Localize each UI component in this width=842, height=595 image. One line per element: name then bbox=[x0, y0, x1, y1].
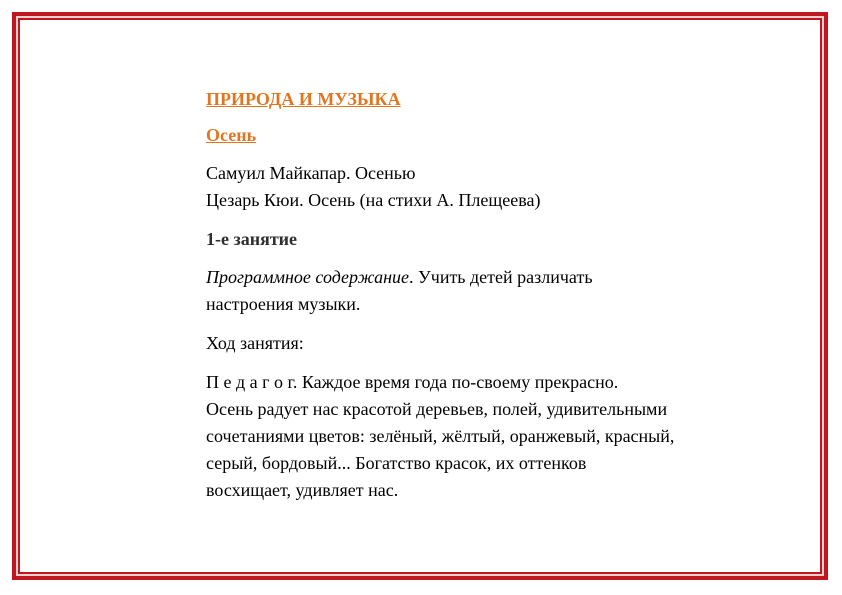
works-list bbox=[206, 160, 766, 214]
lesson-heading: 1-е занятие bbox=[206, 229, 298, 249]
program-text: . Учить детей различать bbox=[409, 267, 593, 287]
document-title: ПРИРОДА И МУЗЫКА bbox=[206, 89, 401, 109]
speech-line: П е д а г о г. Каждое время года по-своему прекрасно. bbox=[206, 372, 619, 392]
speech-line: восхищает, удивляет нас. bbox=[206, 480, 399, 500]
document-subtitle: Осень bbox=[206, 125, 257, 145]
program-label: Программное содержание bbox=[206, 267, 410, 287]
document-content bbox=[206, 86, 766, 516]
program-text-2: настроения музыки. bbox=[206, 294, 361, 314]
lesson-progress: Ход занятия: bbox=[206, 333, 304, 353]
speech-line: сочетаниями цветов: зелёный, жёлтый, оранжевый, красный, bbox=[206, 426, 675, 446]
work-item: Самуил Майкапар. Осенью bbox=[206, 163, 416, 183]
work-item: Цезарь Кюи. Осень (на стихи А. Плещеева) bbox=[206, 190, 541, 210]
speech-paragraph bbox=[206, 369, 766, 504]
speech-line: Осень радует нас красотой деревьев, полей, удивительными bbox=[206, 399, 668, 419]
program-line bbox=[206, 264, 766, 291]
program-paragraph bbox=[206, 264, 766, 318]
speech-line: серый, бордовый... Богатство красок, их оттенков bbox=[206, 453, 587, 473]
